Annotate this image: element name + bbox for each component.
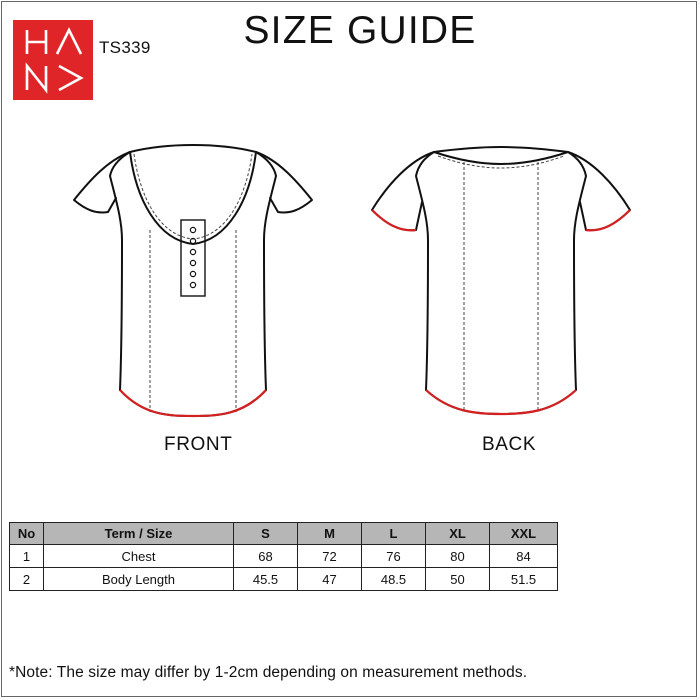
row-number: 2 — [10, 568, 44, 591]
cell-value: 45.5 — [234, 568, 298, 591]
front-placket — [181, 220, 205, 296]
front-left-sleeve — [74, 152, 130, 213]
header-term-size: Term / Size — [44, 523, 234, 545]
back-left-cuff-highlight — [372, 210, 416, 230]
front-garment-drawing — [68, 140, 318, 430]
cell-value: 48.5 — [362, 568, 426, 591]
back-body-outline — [416, 147, 586, 414]
front-right-sleeve — [256, 152, 312, 213]
cell-value: 51.5 — [490, 568, 558, 591]
header-size-l: L — [362, 523, 426, 545]
front-buttons — [190, 227, 195, 287]
back-view-label: BACK — [482, 434, 537, 455]
row-term: Chest — [44, 545, 234, 568]
cell-value: 68 — [234, 545, 298, 568]
header-size-m: M — [298, 523, 362, 545]
size-table-header-row — [10, 523, 558, 545]
header-size-xl: XL — [426, 523, 490, 545]
page-title: SIZE GUIDE — [243, 9, 477, 52]
cell-value: 84 — [490, 545, 558, 568]
back-right-cuff-highlight — [586, 210, 630, 230]
front-body-outline — [110, 145, 276, 416]
front-neckline — [130, 152, 256, 244]
cell-value: 50 — [426, 568, 490, 591]
size-table — [9, 522, 558, 591]
header-size-xxl: XXL — [490, 523, 558, 545]
table-row — [10, 568, 558, 591]
back-neckline — [434, 152, 568, 164]
row-term: Body Length — [44, 568, 234, 591]
cell-value: 72 — [298, 545, 362, 568]
cell-value: 76 — [362, 545, 426, 568]
back-hem-highlight — [426, 390, 576, 414]
cell-value: 80 — [426, 545, 490, 568]
cell-value: 47 — [298, 568, 362, 591]
front-hem-highlight — [120, 390, 266, 416]
row-number: 1 — [10, 545, 44, 568]
style-code: TS339 — [99, 38, 151, 57]
measurement-note: *Note: The size may differ by 1-2cm depending on measurement methods. — [9, 664, 528, 681]
table-row — [10, 545, 558, 568]
back-garment-drawing — [366, 140, 636, 430]
header-size-s: S — [234, 523, 298, 545]
front-view-label: FRONT — [164, 434, 233, 455]
header-no: No — [10, 523, 44, 545]
